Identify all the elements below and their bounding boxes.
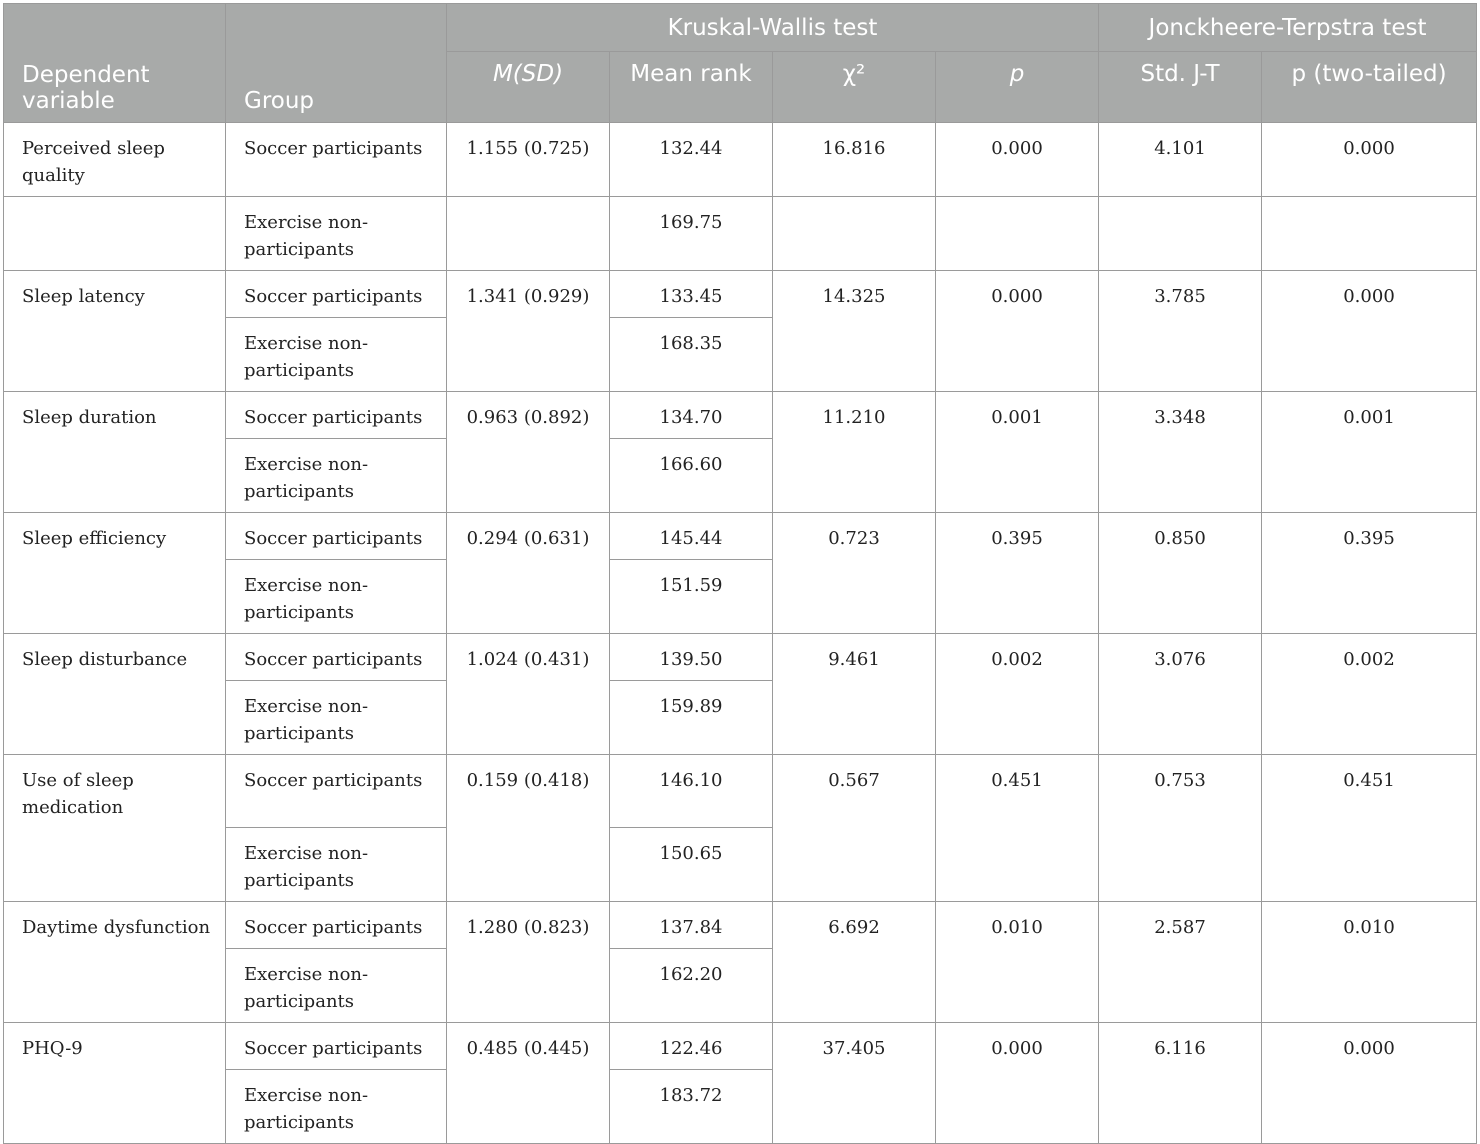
- header-chi-square: χ²: [773, 52, 936, 123]
- dependent-variable-cell: Sleep disturbance: [4, 634, 226, 755]
- chi-square-cell: 0.723: [773, 513, 936, 634]
- p-two-tailed-cell: 0.010: [1262, 902, 1477, 1023]
- empty-cell: [773, 197, 936, 271]
- header-jonckheere-terpstra: Jonckheere-Terpstra test: [1099, 4, 1477, 52]
- table-row: [4, 513, 1477, 560]
- mean-rank-cell: 145.44: [610, 513, 773, 560]
- std-jt-cell: 3.076: [1099, 634, 1262, 755]
- group-cell: Exercise non-participants: [226, 318, 447, 392]
- group-cell: Exercise non-participants: [226, 949, 447, 1023]
- group-cell: Exercise non-participants: [226, 828, 447, 902]
- group-cell: Soccer participants: [226, 271, 447, 318]
- group-cell: Exercise non-participants: [226, 197, 447, 271]
- msd-cell: 1.341 (0.929): [447, 271, 610, 392]
- group-cell: Soccer participants: [226, 634, 447, 681]
- group-cell: Soccer participants: [226, 1023, 447, 1070]
- table-row: [4, 1023, 1477, 1070]
- mean-rank-cell: 134.70: [610, 392, 773, 439]
- mean-rank-cell: 169.75: [610, 197, 773, 271]
- mean-rank-cell: 151.59: [610, 560, 773, 634]
- group-cell: Soccer participants: [226, 755, 447, 828]
- group-cell: Exercise non-participants: [226, 681, 447, 755]
- msd-cell: 1.024 (0.431): [447, 634, 610, 755]
- mean-rank-cell: 133.45: [610, 271, 773, 318]
- msd-cell: 0.159 (0.418): [447, 755, 610, 902]
- table-row: [4, 902, 1477, 949]
- std-jt-cell: 0.753: [1099, 755, 1262, 902]
- std-jt-cell: 0.850: [1099, 513, 1262, 634]
- group-cell: Soccer participants: [226, 123, 447, 197]
- mean-rank-cell: 159.89: [610, 681, 773, 755]
- table-row: [4, 123, 1477, 197]
- group-cell: Exercise non-participants: [226, 1070, 447, 1144]
- msd-cell: 1.280 (0.823): [447, 902, 610, 1023]
- p-value-cell: 0.001: [936, 392, 1099, 513]
- p-value-cell: 0.000: [936, 1023, 1099, 1144]
- table-row: [4, 755, 1477, 828]
- std-jt-cell: 6.116: [1099, 1023, 1262, 1144]
- results-table: [3, 3, 1477, 1144]
- p-two-tailed-cell: 0.395: [1262, 513, 1477, 634]
- p-two-tailed-cell: 0.000: [1262, 1023, 1477, 1144]
- p-two-tailed-cell: 0.000: [1262, 271, 1477, 392]
- empty-cell: [4, 197, 226, 271]
- p-value-cell: 0.451: [936, 755, 1099, 902]
- chi-square-cell: 37.405: [773, 1023, 936, 1144]
- p-value-cell: 0.395: [936, 513, 1099, 634]
- dependent-variable-cell: Perceived sleep quality: [4, 123, 226, 197]
- mean-rank-cell: 150.65: [610, 828, 773, 902]
- table-row: [4, 634, 1477, 681]
- p-two-tailed-cell: 0.000: [1262, 123, 1477, 197]
- mean-rank-cell: 168.35: [610, 318, 773, 392]
- header-kruskal-wallis: Kruskal-Wallis test: [447, 4, 1099, 52]
- dependent-variable-cell: Use of sleep medication: [4, 755, 226, 902]
- dependent-variable-cell: Sleep duration: [4, 392, 226, 513]
- p-value-cell: 0.000: [936, 271, 1099, 392]
- std-jt-cell: 3.348: [1099, 392, 1262, 513]
- chi-square-cell: 6.692: [773, 902, 936, 1023]
- p-two-tailed-cell: 0.002: [1262, 634, 1477, 755]
- msd-cell: 0.485 (0.445): [447, 1023, 610, 1144]
- header-dependent-variable: Dependent variable: [4, 4, 226, 123]
- msd-cell: 0.294 (0.631): [447, 513, 610, 634]
- p-two-tailed-cell: 0.001: [1262, 392, 1477, 513]
- group-cell: Soccer participants: [226, 902, 447, 949]
- empty-cell: [936, 197, 1099, 271]
- std-jt-cell: 2.587: [1099, 902, 1262, 1023]
- chi-square-cell: 16.816: [773, 123, 936, 197]
- table-row: [4, 392, 1477, 439]
- mean-rank-cell: 183.72: [610, 1070, 773, 1144]
- mean-rank-cell: 132.44: [610, 123, 773, 197]
- table-row: [4, 271, 1477, 318]
- p-value-cell: 0.000: [936, 123, 1099, 197]
- msd-cell: 1.155 (0.725): [447, 123, 610, 197]
- header-std-jt: Std. J-T: [1099, 52, 1262, 123]
- group-cell: Exercise non-participants: [226, 560, 447, 634]
- dependent-variable-cell: Sleep efficiency: [4, 513, 226, 634]
- chi-square-cell: 0.567: [773, 755, 936, 902]
- header-group: Group: [226, 4, 447, 123]
- group-cell: Soccer participants: [226, 392, 447, 439]
- empty-cell: [1262, 197, 1477, 271]
- dependent-variable-cell: PHQ-9: [4, 1023, 226, 1144]
- mean-rank-cell: 162.20: [610, 949, 773, 1023]
- header-mean-rank: Mean rank: [610, 52, 773, 123]
- p-value-cell: 0.010: [936, 902, 1099, 1023]
- header-p-two-tailed: p (two-tailed): [1262, 52, 1477, 123]
- header-p: p: [936, 52, 1099, 123]
- p-value-cell: 0.002: [936, 634, 1099, 755]
- mean-rank-cell: 122.46: [610, 1023, 773, 1070]
- empty-cell: [1099, 197, 1262, 271]
- chi-square-cell: 9.461: [773, 634, 936, 755]
- empty-cell: [447, 197, 610, 271]
- mean-rank-cell: 139.50: [610, 634, 773, 681]
- std-jt-cell: 3.785: [1099, 271, 1262, 392]
- mean-rank-cell: 166.60: [610, 439, 773, 513]
- header-msd: M(SD): [447, 52, 610, 123]
- group-cell: Exercise non-participants: [226, 439, 447, 513]
- dependent-variable-cell: Daytime dysfunction: [4, 902, 226, 1023]
- table-header: [4, 4, 1477, 123]
- chi-square-cell: 11.210: [773, 392, 936, 513]
- msd-cell: 0.963 (0.892): [447, 392, 610, 513]
- group-cell: Soccer participants: [226, 513, 447, 560]
- mean-rank-cell: 137.84: [610, 902, 773, 949]
- p-two-tailed-cell: 0.451: [1262, 755, 1477, 902]
- std-jt-cell: 4.101: [1099, 123, 1262, 197]
- table-row: [4, 197, 1477, 271]
- table-body: [4, 123, 1477, 1144]
- dependent-variable-cell: Sleep latency: [4, 271, 226, 392]
- chi-square-cell: 14.325: [773, 271, 936, 392]
- mean-rank-cell: 146.10: [610, 755, 773, 828]
